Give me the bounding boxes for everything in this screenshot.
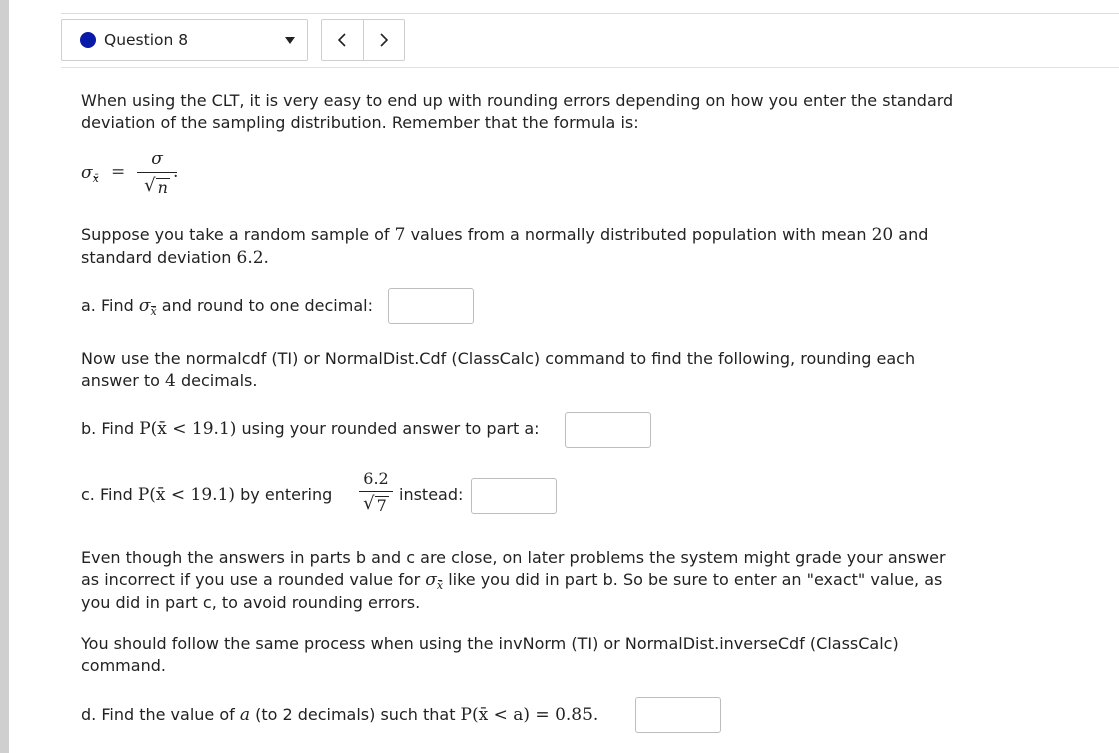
note-sub: x̄ (437, 575, 443, 597)
part-c-fraction-bar (359, 491, 393, 492)
part-b-expression: P(x̄ < 19.1) (139, 419, 237, 439)
part-c-prefix: c. Find (81, 485, 138, 504)
note-prefix: as incorrect if you use a rounded value for (81, 569, 426, 589)
instructions-prefix: answer to (81, 370, 166, 390)
instructions-line-2 (81, 370, 981, 393)
setup-text-3: and (893, 225, 929, 244)
part-c-middle: by entering (235, 485, 333, 504)
invnorm-line-1: You should follow the same process when using the invNorm (TI) or NormalDist.inverseCdf (ClassCalc) (81, 634, 899, 653)
instructions-line-1: Now use the normalcdf (TI) or NormalDist.Cdf (ClassCalc) command to find the following, rounding each (81, 349, 916, 368)
chevron-right-icon (379, 33, 389, 47)
part-a-sigma: σ (138, 296, 151, 316)
instructions-text (81, 348, 981, 392)
sample-size: 7 (394, 225, 406, 245)
population-mean: 20 (871, 225, 894, 245)
question-status-dot (80, 32, 96, 48)
note-text (81, 547, 981, 614)
formula-sqrt: √ n (144, 175, 168, 197)
invnorm-text (81, 633, 981, 676)
intro-line-2: deviation of the sampling distribution. Remember that the formula is: (81, 112, 639, 132)
next-question-button[interactable] (363, 20, 405, 60)
note-line-1: Even though the answers in parts b and c are close, on later problems the system might grade your answer (81, 548, 946, 567)
part-c-sqrt: √ 7 (363, 493, 387, 515)
part-c-fraction (359, 470, 393, 515)
part-c-expression: P(x̄ < 19.1) (137, 485, 236, 505)
note-line-2 (81, 569, 981, 593)
setup-text (81, 224, 981, 269)
part-d-middle: (to 2 decimals) such that (249, 705, 461, 724)
formula-period: . (173, 162, 179, 182)
header-divider (61, 67, 1119, 68)
formula-numerator: σ (151, 149, 163, 169)
population-sd: 6.2. (236, 247, 269, 268)
part-b-prefix: b. Find (81, 419, 140, 438)
caret-down-icon (285, 37, 295, 44)
setup-line-1 (81, 224, 981, 247)
formula-lhs (81, 163, 99, 183)
part-d-variable: a (239, 705, 250, 725)
part-c-suffix: instead: (399, 485, 464, 504)
part-a-sub: x̄ (150, 301, 156, 323)
part-a-prompt (81, 295, 981, 319)
answer-a-input[interactable] (388, 288, 474, 324)
question-label: Question 8 (104, 31, 189, 49)
part-c-suffix-wrap (399, 484, 479, 506)
question-selector[interactable] (61, 19, 308, 61)
note-sigma: σ (425, 569, 437, 590)
answer-b-input[interactable] (565, 412, 651, 448)
top-divider (61, 13, 1119, 14)
part-c-radicand: 7 (376, 496, 387, 515)
intro-line-1: When using the CLT, it is very easy to end up with rounding errors depending on how you enter the standard (81, 91, 954, 110)
formula-lhs-sub: x̄ (92, 172, 99, 185)
part-d-prompt (81, 704, 981, 727)
part-b-suffix: using your rounded answer to part a: (236, 419, 540, 438)
part-d-prefix: d. Find the value of (81, 705, 240, 724)
setup-text-4: standard deviation (81, 247, 237, 267)
answer-c-input[interactable] (471, 478, 557, 514)
formula-sigma: σ (81, 163, 93, 183)
decimal-count: 4 (165, 370, 176, 391)
part-a-suffix: and round to one decimal: (156, 296, 373, 315)
question-nav (321, 19, 405, 61)
answer-d-input[interactable] (635, 697, 721, 733)
left-scroll-rail (0, 0, 9, 753)
formula-fraction-bar (137, 172, 177, 173)
part-a-prefix: a. Find (81, 296, 139, 315)
setup-text-2: values from a normally distributed population with mean (405, 225, 872, 244)
note-line-3: you did in part c, to avoid rounding errors. (81, 593, 421, 612)
invnorm-line-2: command. (81, 655, 166, 675)
part-d-expression: P(x̄ < a) = 0.85. (460, 705, 599, 725)
prev-question-button[interactable] (322, 20, 363, 60)
intro-text (81, 90, 981, 133)
chevron-left-icon (337, 33, 347, 47)
setup-text-1: Suppose you take a random sample of (81, 225, 395, 244)
formula-radicand: n (157, 178, 168, 197)
part-b-prompt (81, 418, 981, 441)
setup-line-2 (81, 247, 981, 270)
part-c-numerator: 6.2 (363, 469, 389, 488)
formula-equals: = (111, 162, 126, 182)
note-suffix: like you did in part b. So be sure to enter an "exact" value, as (443, 569, 943, 589)
instructions-suffix: decimals. (175, 370, 258, 390)
clt-formula (81, 150, 201, 200)
formula-fraction (137, 150, 177, 197)
